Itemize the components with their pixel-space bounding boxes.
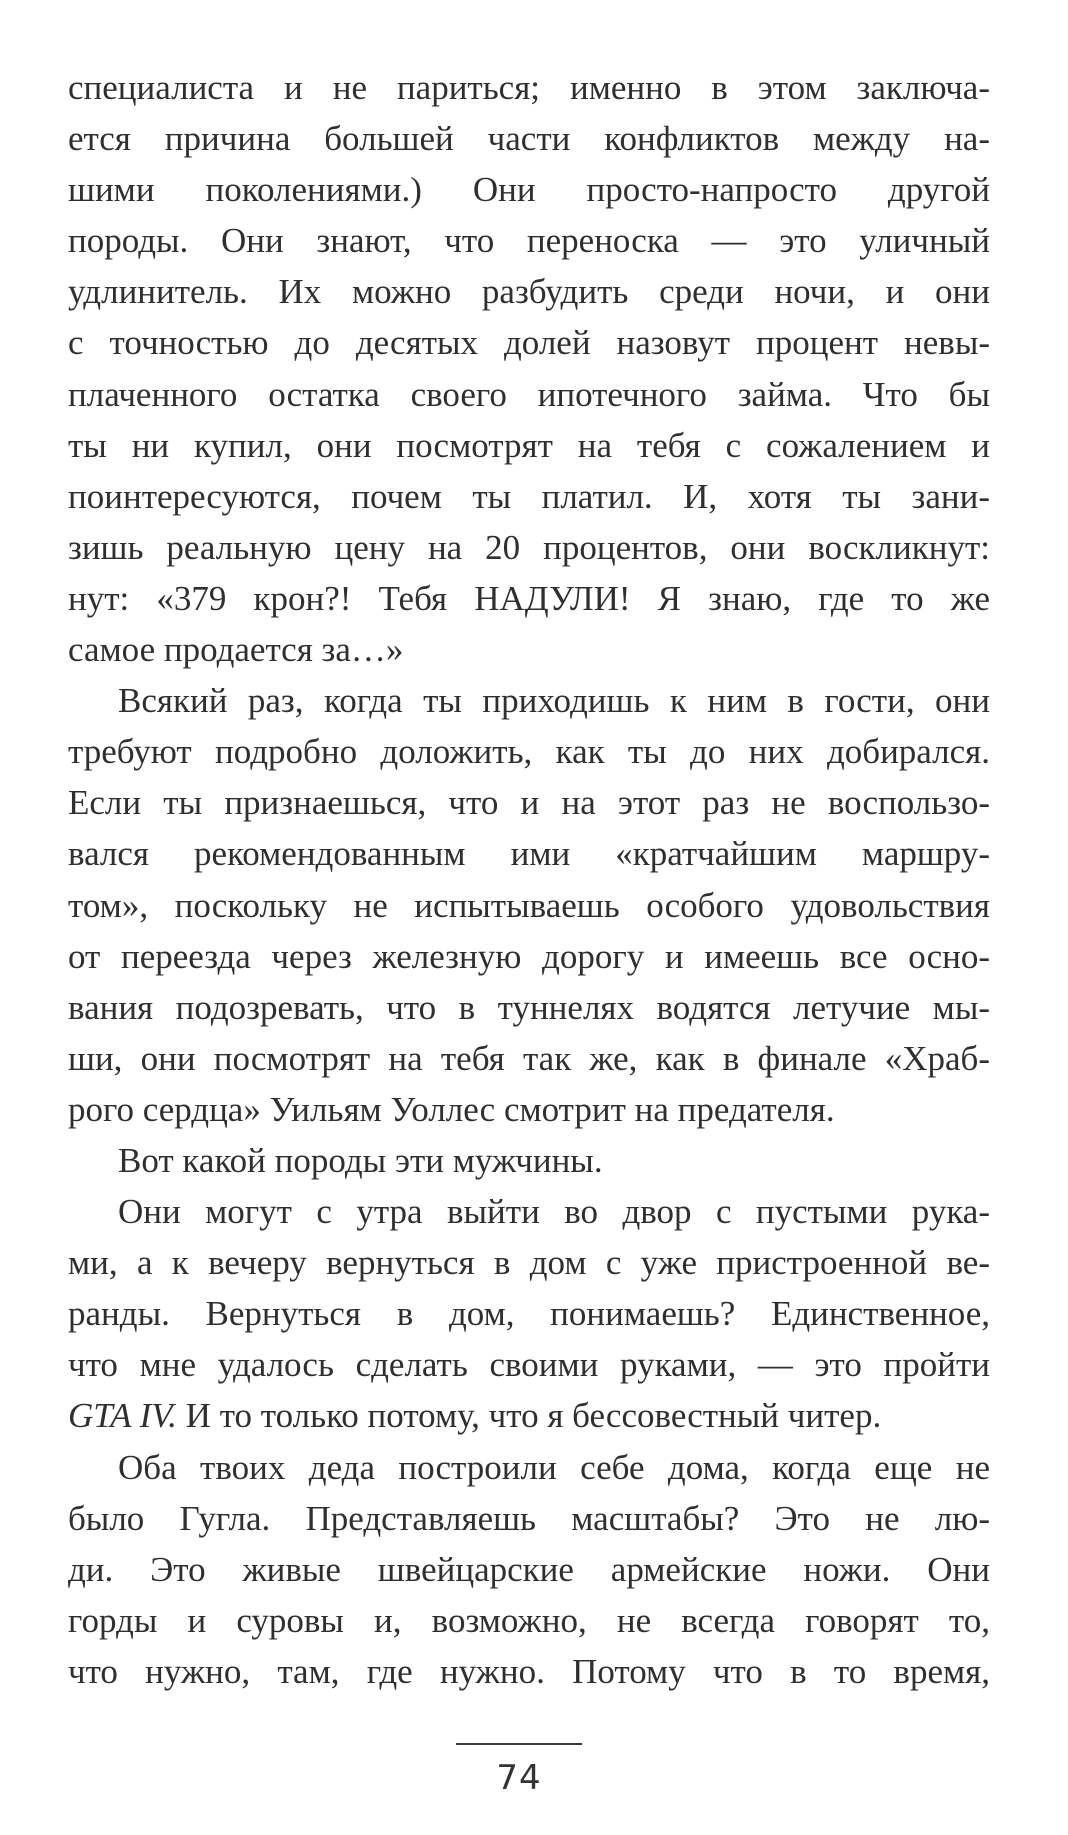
text-line: ется причина большей части конфликтов между на-: [68, 119, 990, 159]
italic-title: GTA IV.: [68, 1396, 177, 1436]
text-line: нут: «379 крон?! Тебя НАДУЛИ! Я знаю, где то же: [68, 578, 990, 618]
text-line: породы. Они знают, что переноска — это уличный: [68, 221, 990, 261]
text-line: ты ни купил, они посмотрят на тебя с сожалением и: [68, 425, 990, 465]
text-line: GTA IV. И то только потому, что я бессовестный читер.: [68, 1396, 882, 1436]
text-line: самое продается за…»: [68, 630, 404, 670]
text-line: требуют подробно доложить, как ты до них добирался.: [68, 732, 990, 772]
text-line: том», поскольку не испытываешь особого удовольствия: [68, 885, 990, 925]
text-line: шими поколениями.) Они просто-напросто другой: [68, 170, 990, 210]
text-line: было Гугла. Представляешь масштабы? Это не лю-: [68, 1498, 990, 1538]
text-line: ми, а к вечеру вернуться в дом с уже пристроенной ве-: [68, 1243, 990, 1283]
text-line: рого сердца» Уильям Уоллес смотрит на предателя.: [68, 1089, 835, 1129]
text-line: удлинитель. Их можно разбудить среди ночи, и они: [68, 272, 990, 312]
text-line: от переезда через железную дорогу и имеешь все осно-: [68, 936, 990, 976]
text-line: плаченного остатка своего ипотечного займа. Что бы: [68, 374, 990, 414]
paragraph-first-line: Всякий раз, когда ты приходишь к ним в гости, они: [118, 681, 990, 721]
paragraph-first-line: Вот какой породы эти мужчины.: [118, 1140, 603, 1180]
text-line: специалиста и не париться; именно в этом заключа-: [68, 68, 990, 107]
text-line: ранды. Вернуться в дом, понимаешь? Единственное,: [68, 1294, 990, 1334]
text-line: поинтересуются, почем ты платил. И, хотя ты зани-: [68, 476, 990, 516]
text-line: вания подозревать, что в туннелях водятся летучие мы-: [68, 987, 990, 1027]
text-line: ди. Это живые швейцарские армейские ножи. Они: [68, 1549, 990, 1589]
paragraph-first-line: Оба твоих деда построили себе дома, когда еще не: [118, 1447, 990, 1487]
text-line: что нужно, там, где нужно. Потому что в то время,: [68, 1651, 990, 1691]
paragraph-first-line: Они могут с утра выйти во двор с пустыми рука-: [118, 1192, 990, 1232]
text-line: Если ты признаешься, что и на этот раз не воспользо-: [68, 783, 990, 823]
text-line: с точностью до десятых долей назовут процент невы-: [68, 323, 990, 363]
page-number-rule: [456, 1743, 582, 1745]
text-line: горды и суровы и, возможно, не всегда говорят то,: [68, 1600, 990, 1640]
body-text: [68, 62, 990, 1697]
page-number: 74: [496, 1758, 542, 1798]
text-line: ши, они посмотрят на тебя так же, как в финале «Храб-: [68, 1038, 990, 1078]
text-line: вался рекомендованным ими «кратчайшим маршру-: [68, 834, 990, 874]
text-line: что мне удалось сделать своими руками, — это пройти: [68, 1345, 990, 1385]
text-line: зишь реальную цену на 20 процентов, они воскликнут:: [68, 527, 990, 567]
